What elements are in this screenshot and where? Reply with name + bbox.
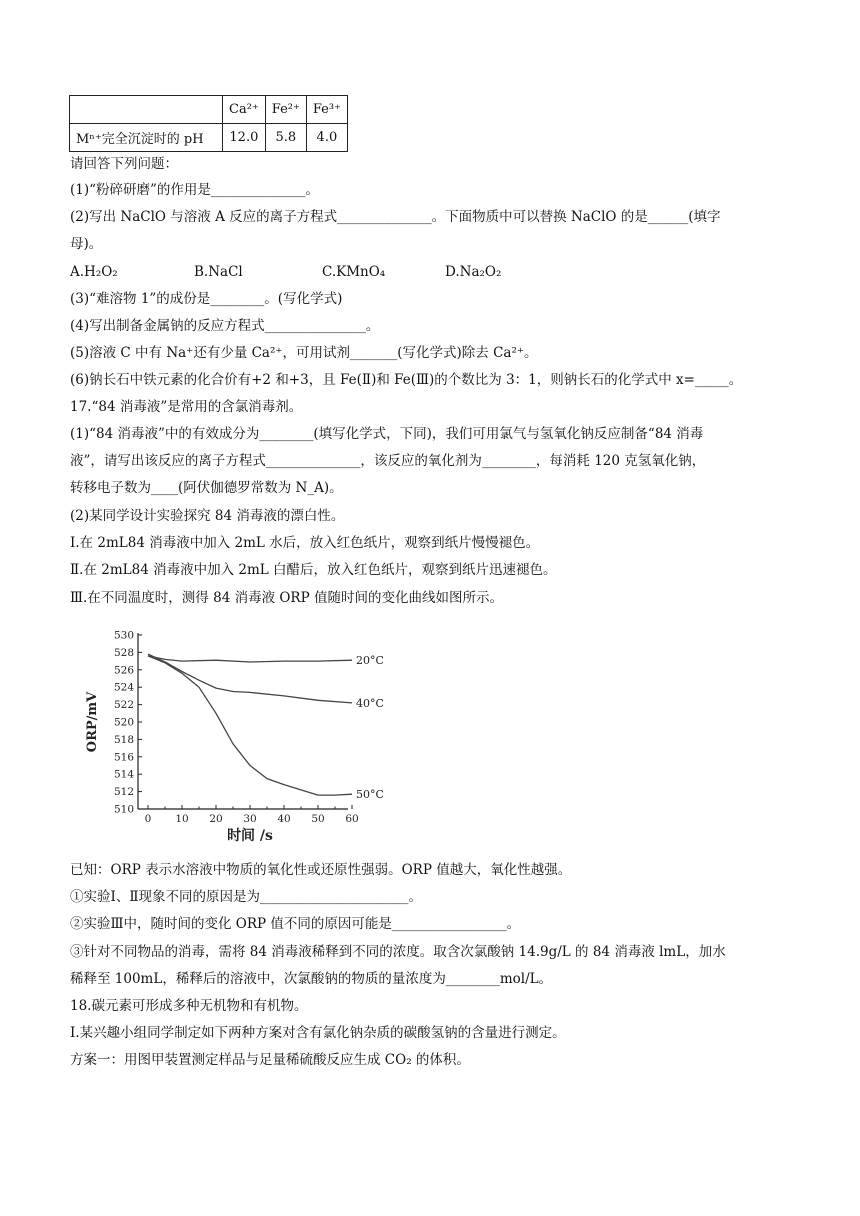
table-row — [70, 124, 348, 152]
series-label: 40°C — [356, 696, 384, 710]
experiment-1: Ⅰ.在 2mL84 消毒液中加入 2mL 水后，放入红色纸片，观察到纸片慢慢褪色。 — [70, 535, 540, 551]
x-axis-label: 时间 /s — [227, 828, 273, 844]
table-header-cell: Fe³⁺ — [306, 96, 347, 124]
y-tick-label: 526 — [113, 664, 134, 677]
question-2-cont: 母)。 — [70, 236, 103, 252]
question-6: (6)钠长石中铁元素的化合价有+2 和+3，且 Fe(Ⅱ)和 Fe(Ⅲ)的个数比为 3：1，则钠长石的化学式中 x=_____。 — [70, 372, 743, 388]
option-a: A.H₂O₂ — [70, 264, 118, 280]
given-info: 已知：ORP 表示水溶液中物质的氧化性或还原性强弱。ORP 值越大，氧化性越强。 — [70, 862, 572, 878]
y-tick-label: 510 — [113, 803, 134, 816]
x-tick-label: 50 — [311, 813, 325, 825]
table-corner-cell — [70, 96, 223, 124]
series-label: 50°C — [356, 788, 384, 802]
table-header-cell: Fe²⁺ — [265, 96, 306, 124]
series-line-3 — [148, 656, 352, 795]
subquestion-3-cont: 稀释至 100mL，稀释后的溶液中，次氯酸钠的物质的量浓度为________mol/L。 — [70, 971, 553, 987]
question-17-1: (1)“84 消毒液”中的有效成分为________(填写化学式，下同)，我们可用氯气与氢氧化钠反应制备“84 消毒 — [70, 426, 704, 442]
option-b: B.NaCl — [194, 264, 243, 280]
table-cell: 4.0 — [306, 124, 347, 152]
table-header-row — [70, 96, 348, 124]
y-tick-label: 524 — [113, 681, 134, 694]
precipitation-ph-table — [69, 95, 348, 152]
orp-chart — [80, 625, 384, 850]
experiment-3: Ⅲ.在不同温度时，测得 84 消毒液 ORP 值随时间的变化曲线如图所示。 — [70, 590, 503, 606]
x-tick-label: 30 — [243, 813, 257, 825]
y-tick-label: 530 — [113, 629, 134, 642]
y-tick-label: 512 — [113, 786, 134, 799]
x-tick-label: 10 — [175, 813, 189, 825]
table-header-cell: Ca²⁺ — [223, 96, 266, 124]
question-18-1: Ⅰ.某兴趣小组同学制定如下两种方案对含有氯化钠杂质的碳酸氢钠的含量进行测定。 — [70, 1025, 566, 1041]
question-4: (4)写出制备金属钠的反应方程式_______________。 — [70, 318, 380, 334]
question-17-2: (2)某同学设计实验探究 84 消毒液的漂白性。 — [70, 508, 345, 524]
y-tick-label: 520 — [113, 716, 134, 729]
y-tick-label: 514 — [113, 768, 134, 781]
prompt-line: 请回答下列问题： — [70, 156, 178, 172]
x-tick-label: 0 — [144, 813, 152, 825]
option-d: D.Na₂O₂ — [445, 264, 502, 280]
y-tick-label: 522 — [113, 699, 134, 712]
subquestion-3: ③针对不同物品的消毒，需将 84 消毒液稀释到不同的浓度。取含次氯酸钠 14.9g/L 的 84 消毒液 lmL，加水 — [70, 944, 726, 960]
subquestion-1: ①实验Ⅰ、Ⅱ现象不同的原因是为______________________。 — [70, 889, 423, 905]
question-5: (5)溶液 C 中有 Na⁺还有少量 Ca²⁺，可用试剂_______(写化学式)除去 Ca²⁺。 — [70, 345, 538, 361]
y-tick-label: 516 — [113, 751, 134, 764]
question-18: 18.碳元素可形成多种无机物和有机物。 — [70, 998, 308, 1014]
subquestion-2: ②实验Ⅲ中，随时间的变化 ORP 值不同的原因可能是_________________。 — [70, 916, 521, 932]
series-line-1 — [148, 656, 352, 662]
y-tick-label: 528 — [113, 646, 134, 659]
y-axis-label: ORP/mV — [85, 691, 100, 753]
question-2: (2)写出 NaClO 与溶液 A 反应的离子方程式______________。下面物质中可以替换 NaClO 的是______(填字 — [70, 209, 721, 225]
plan-one: 方案一：用图甲装置测定样品与足量稀硫酸反应生成 CO₂ 的体积。 — [70, 1052, 470, 1068]
table-cell: 5.8 — [265, 124, 306, 152]
experiment-2: Ⅱ.在 2mL84 消毒液中加入 2mL 白醋后，放入红色纸片，观察到纸片迅速褪色。 — [70, 562, 557, 578]
x-tick-label: 60 — [345, 813, 359, 825]
question-3: (3)“难溶物 1”的成份是________。(写化学式) — [70, 291, 343, 307]
question-17-1-cont: 液”，请写出该反应的离子方程式______________，该反应的氧化剂为________，每消耗 120 克氢氧化钠， — [70, 453, 706, 469]
option-c: C.KMnO₄ — [322, 264, 386, 280]
x-tick-label: 40 — [277, 813, 291, 825]
series-label: 20°C — [356, 654, 384, 668]
y-tick-label: 518 — [113, 733, 134, 746]
question-17-1-cont2: 转移电子数为____(阿伏伽德罗常数为 N_A)。 — [70, 480, 343, 496]
x-tick-label: 20 — [209, 813, 223, 825]
table-cell: 12.0 — [223, 124, 266, 152]
table-row-label: Mⁿ⁺完全沉淀时的 pH — [70, 124, 223, 152]
question-17: 17.“84 消毒液”是常用的含氯消毒剂。 — [70, 399, 303, 415]
question-1: (1)“粉碎研磨”的作用是______________。 — [70, 182, 319, 198]
